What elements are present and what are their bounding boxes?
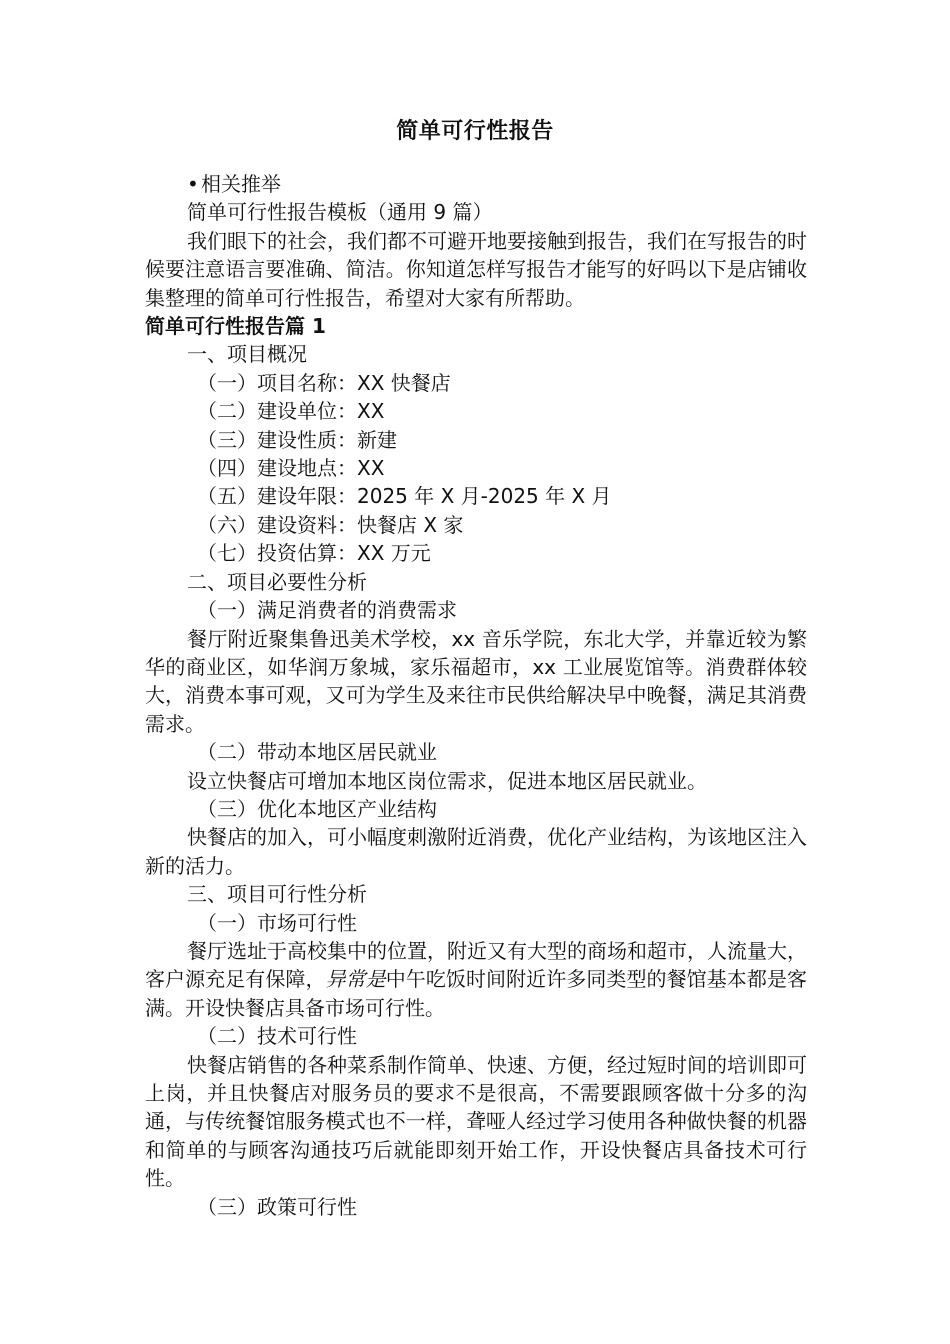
overview-item: （五）建设年限：2025 年 X 月-2025 年 X 月 <box>197 484 612 509</box>
related-label: 相关推举 <box>201 172 281 196</box>
subsection-paragraph: 快餐店销售的各种菜系制作简单、快速、方便，经过短时间的培训即可上岗，并且快餐店对服务员的要求不是很高，不需要跟顾客做十分多的沟通，与传统餐馆服务模式也不一样，聋哑人经过学习使用各种做快餐的机器和简单的与顾客沟通技巧后就能即刻开始工作，开设快餐店具备技术可行性。 <box>145 1052 807 1191</box>
subsection-title: （三）优化本地区产业结构 <box>197 796 437 821</box>
overview-item: （二）建设单位：XX <box>197 399 385 424</box>
overview-item: （一）项目名称：XX 快餐店 <box>197 370 451 395</box>
overview-item: （四）建设地点：XX <box>197 456 385 481</box>
emphasis-text: 异常是 <box>325 967 386 992</box>
subsection-title: （一）市场可行性 <box>197 910 357 935</box>
subsection-title: （一）满足消费者的消费需求 <box>197 598 457 623</box>
subsection-paragraph <box>145 937 807 1022</box>
document-title: 简单可行性报告 <box>396 119 554 144</box>
template-line: 简单可行性报告模板（通用 9 篇） <box>187 200 493 225</box>
part2-title: 二、项目必要性分析 <box>187 569 367 594</box>
subsection-title: （二）技术可行性 <box>197 1024 357 1049</box>
related-recommendation[interactable] <box>145 170 807 198</box>
subsection-title: （三）政策可行性 <box>197 1194 357 1219</box>
document-body <box>145 170 807 1221</box>
subsection-paragraph: 设立快餐店可增加本地区岗位需求，促进本地区居民就业。 <box>187 768 707 793</box>
overview-item: （七）投资估算：XX 万元 <box>197 541 431 566</box>
paragraph-text: 餐厅选址于高校集中的位置，附近又有大型的商场和超市，人流量大，客户源充足有保障， <box>145 938 807 992</box>
subsection-title: （二）带动本地区居民就业 <box>197 740 437 765</box>
bullet-icon: • <box>187 172 199 196</box>
part3-title: 三、项目可行性分析 <box>187 882 367 907</box>
subsection-paragraph: 餐厅附近聚集鲁迅美术学校，xx 音乐学院，东北大学，并靠近较为繁华的商业区，如华润万象城，家乐福超市，xx 工业展览馆等。消费群体较大，消费本事可观，又可为学生及来往市民供给解决早中晚餐，满足其消费需求。 <box>145 626 807 736</box>
part1-title: 一、项目概况 <box>187 342 307 367</box>
overview-item: （三）建设性质：新建 <box>197 427 397 452</box>
overview-item: （六）建设资料：快餐店 X 家 <box>197 512 464 537</box>
intro-paragraph: 我们眼下的社会，我们都不可避开地要接触到报告，我们在写报告的时候要注意语言要准确、简洁。你知道怎样写报告才能写的好吗以下是店铺收集整理的简单可行性报告，希望对大家有所帮助。 <box>145 228 807 310</box>
paragraph-text: 中午吃饭时间附近许多同类型的餐馆基本都是客满。开设快餐店具备市场可行性。 <box>145 967 807 1020</box>
subsection-paragraph: 快餐店的加入，可小幅度刺激附近消费，优化产业结构，为该地区注入新的活力。 <box>145 825 807 878</box>
section-heading: 简单可行性报告篇 1 <box>145 314 326 339</box>
